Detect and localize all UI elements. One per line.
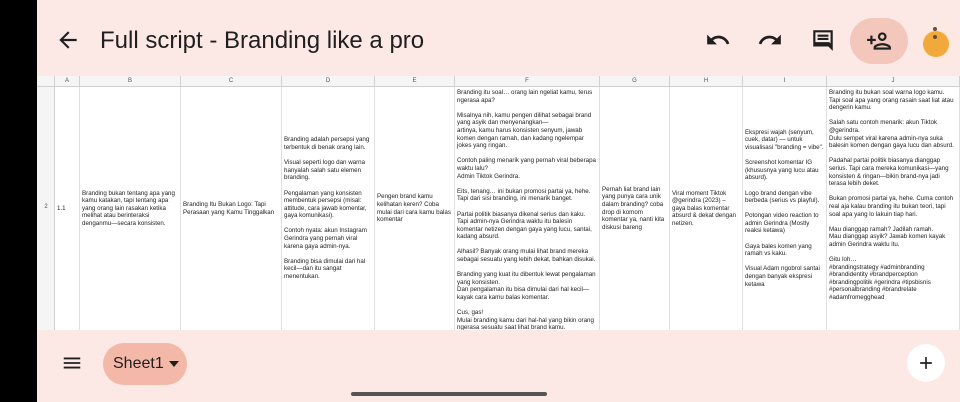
cell-e2[interactable]: Pengen brand kamu kelihatan keren? Coba mulai dari cara kamu balas komentar [375,87,455,330]
avatar[interactable] [917,21,959,63]
column-header-j[interactable]: J [827,76,960,87]
row-header-2[interactable]: 2 [44,204,48,210]
cell-f2[interactable]: Branding itu soal… orang lain ngeliat kamu, terus ngerasa apa? Misalnya nih, kamu pengen dilihat sebagai brand yang asyik dan menyenangkan— artinya, kamu harus konsisten senyum, jawab komen dengan ramah, dan kadang ngelempar jokes yang ringan. Contoh paling menarik yang pernah viral beberapa waktu lalu? Admin Tiktok Gerindra. Eits, tenang… ini bukan promosi partai ya, hehe. Tapi dari sisi branding, ini menarik banget. Partai politik biasanya dikenal serius dan kaku. Tapi admin-nya Gerindra waktu itu balesin komentar netizen dengan gaya yang lucu, santai, kadang absurd. Alhasil? Banyak orang mulai lihat brand mereka sebagai sesuatu yang lebih dekat, bahkan disukai. Branding yang kuat itu dibentuk lewat pengalaman yang konsisten. Dan pengalaman itu bisa dimulai dari hal kecil—kayak cara kamu balas komentar. Cus, gas! Mulai branding kamu dari hal-hal yang bikin orang ngerasa sesuatu saat lihat brand kamu. [455,87,600,330]
row-header-column [37,87,55,330]
column-header-g[interactable]: G [600,76,670,87]
cell-h2[interactable]: Viral moment Tiktok @gerindra (2023) – gaya balas komentar absurd & dekat dengan netizen. [670,87,743,330]
column-header-h[interactable]: H [670,76,743,87]
column-header-f[interactable]: F [455,76,600,87]
corner-cell[interactable] [37,76,55,87]
redo-icon[interactable] [757,27,783,53]
add-icon [916,353,936,373]
comment-icon[interactable] [810,27,836,53]
home-indicator[interactable] [351,392,547,396]
cell-a2[interactable]: 1.1 [55,87,80,330]
column-header-row [37,76,960,87]
screen [37,0,960,402]
cell-g2[interactable]: Pernah liat brand lain yang punya cara unik dalam branding? coba drop di komom komentar ya, nanti kita diskusi bareng [600,87,670,330]
sheet-tab[interactable] [103,343,187,385]
dropdown-caret-icon [169,361,179,367]
add-button[interactable] [907,344,945,382]
undo-icon[interactable] [705,27,731,53]
cell-j2[interactable]: Branding itu bukan soal warna logo kamu. Tapi soal apa yang orang rasain saat liat atau dengerin kamu. Salah satu contoh menarik: akun Tiktok @gerindra. Dulu sempet viral karena admin-nya suka balesin komen dengan gaya lucu dan absurd. Padahal partai politik biasanya dianggap serius. Tapi cara mereka komunikasi—yang konsisten & ringan—bikin brand-nya jadi terasa lebih deket. Bukan promosi partai ya, hehe. Cuma contoh real aja kalau branding itu bukan teori, tapi soal apa yang lo lakuin tiap hari. Mau dianggap ramah? Jadilah ramah. Mau dianggap asyik? Jawab komen kayak admin Gerindra waktu itu. Gitu loh… #brandingstrategy #adminbranding #brandidentity #brandperception #brandingpolitik #gerindra #tipsbisnis #personalbranding #brandrelate #adamfromegghead [827,87,960,330]
cell-b2[interactable]: Branding bukan tentang apa yang kamu katakan, tapi tentang apa yang orang lain rasakan ketika melihat atau berinteraksi denganmu—secara konsisten. [80,87,181,330]
avatar-detail [933,27,937,31]
column-header-c[interactable]: C [181,76,282,87]
cell-c2[interactable]: Branding Itu Bukan Logo: Tapi Perasaan yang Kamu Tinggalkan [181,87,282,330]
cell-i2[interactable]: Ekspresi wajah (senyum, cuek, datar) — untuk visualisasi "branding = vibe". Screenshot komentar IG (khususnya yang lucu atau absurd). Logo brand dengan vibe berbeda (serius vs playful). Potongan video reaction to admin Gerindra (Mostly reaksi ketawa) Gaya bales komen yang ramah vs kaku. Visual Adam ngobrol santai dengan banyak ekspresi ketawa [743,87,827,330]
add-person-icon [866,28,892,54]
menu-icon[interactable] [61,352,83,374]
cell-d2[interactable]: Branding adalah persepsi yang terbentuk di benak orang lain. Visual seperti logo dan warna hanyalah salah satu elemen branding. Pengalaman yang konsisten membentuk persepsi (misal: attitude, cara jawab komentar, gaya komunikasi). Contoh nyata: akun Instagram Gerindra yang pernah viral karena gaya admin-nya. Branding bisa dimulai dari hal kecil—dan itu sangat menentukan. [282,87,375,330]
column-header-e[interactable]: E [375,76,455,87]
column-header-a[interactable]: A [55,76,80,87]
column-header-b[interactable]: B [80,76,181,87]
column-header-i[interactable]: I [743,76,827,87]
back-arrow-icon[interactable] [55,27,81,53]
document-title: Full script - Branding like a pro [100,27,425,54]
share-button[interactable] [850,18,908,64]
app-bar [37,0,960,76]
column-header-d[interactable]: D [282,76,375,87]
avatar-detail [933,35,937,39]
sheet-tab-label: Sheet1 [113,355,164,372]
spreadsheet-grid[interactable] [37,76,960,330]
